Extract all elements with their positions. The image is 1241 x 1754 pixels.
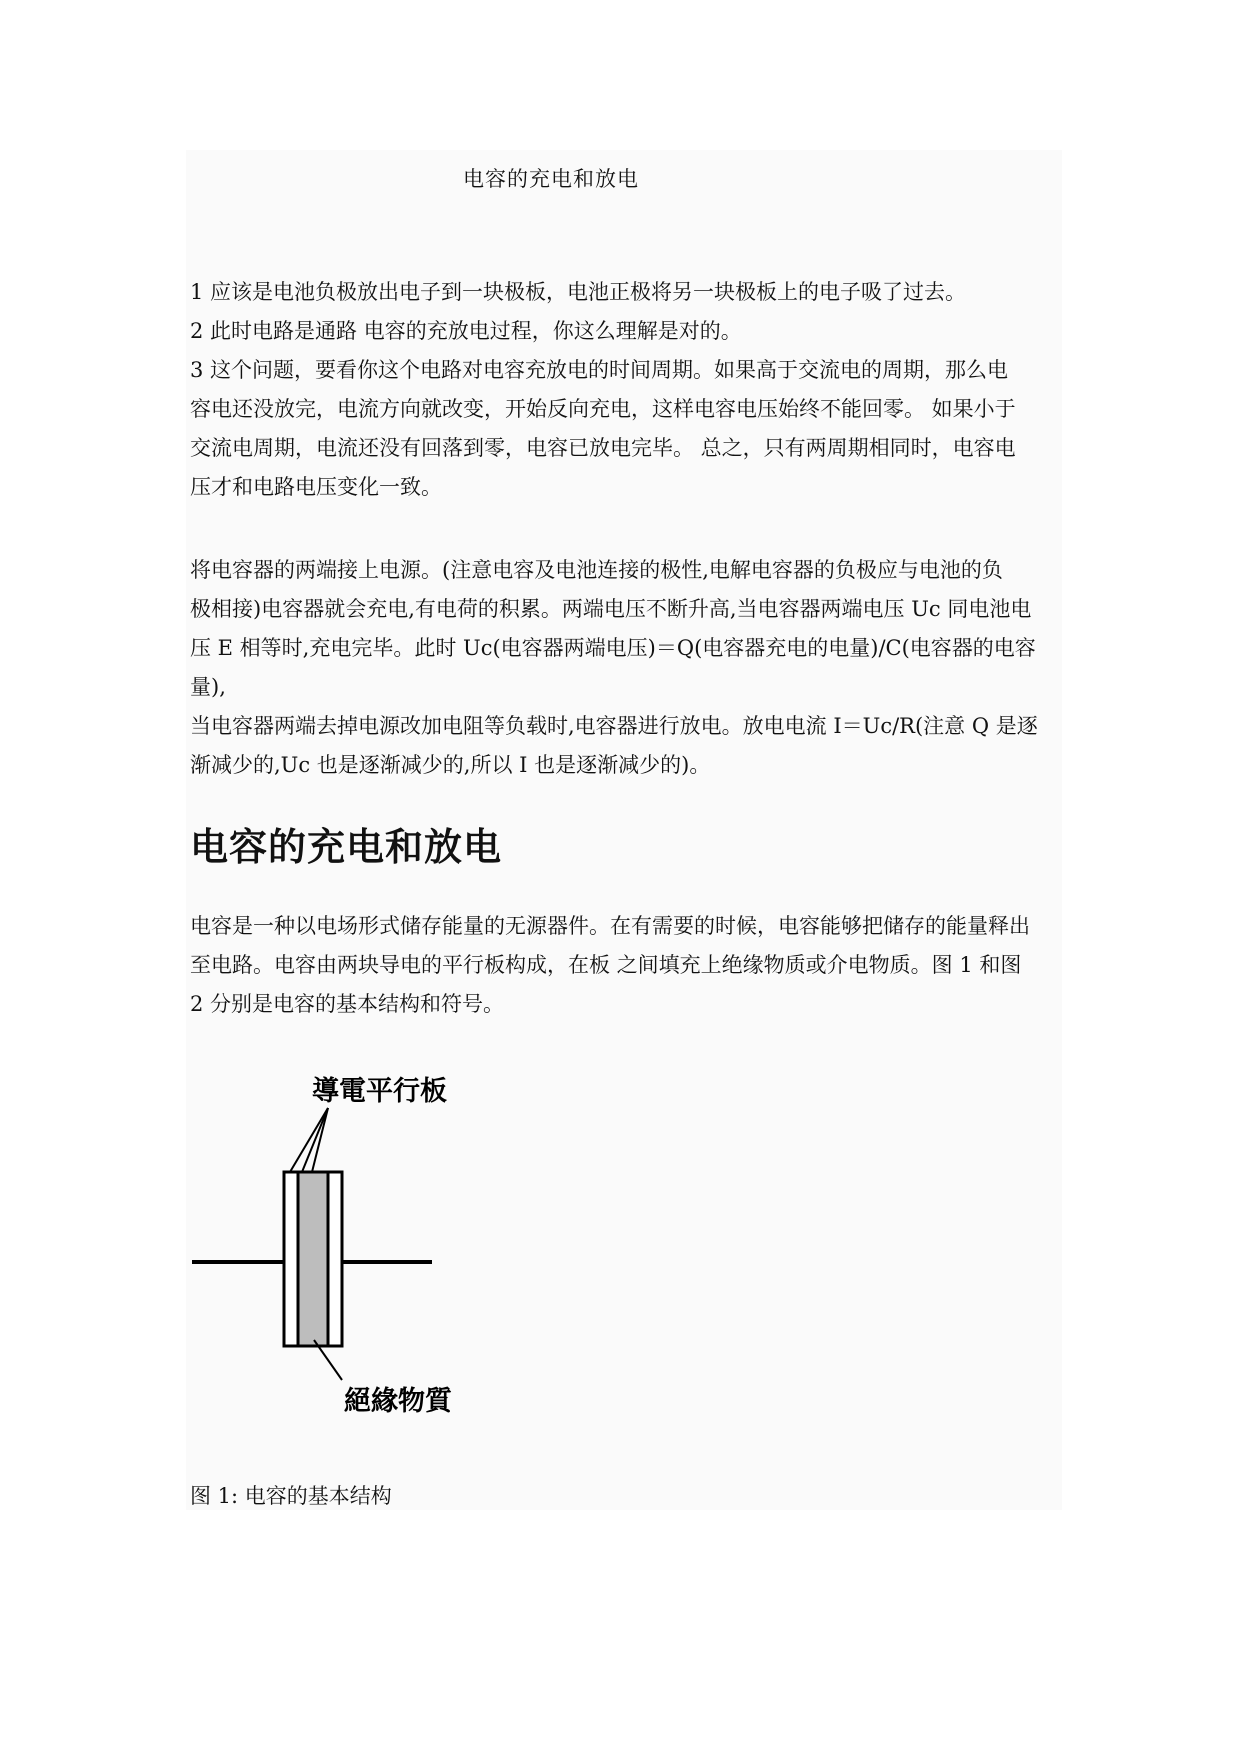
section-heading: 电容的充电和放电	[190, 825, 503, 869]
insulator-label: 絕緣物質	[344, 1386, 452, 1417]
intro-line: 至电路。电容由两块导电的平行板构成，在板 之间填充上绝缘物质或介电物质。图 1 和图	[190, 953, 1022, 977]
explanation-line: 将电容器的两端接上电源。(注意电容及电池连接的极性,电解电容器的负极应与电池的负	[190, 558, 1003, 582]
figure-caption: 图 1: 电容的基本结构	[190, 1484, 392, 1508]
intro-block	[190, 907, 1062, 1024]
answer-line: 容电还没放完，电流方向就改变，开始反向充电，这样电容电压始终不能回零。 如果小于	[190, 397, 1016, 421]
intro-line: 电容是一种以电场形式储存能量的无源器件。在有需要的时候，电容能够把储存的能量释出	[190, 914, 1030, 938]
conductive-plate-right	[328, 1172, 342, 1346]
answer-line: 1 应该是电池负极放出电子到一块极板，电池正极将另一块极板上的电子吸了过去。	[190, 280, 967, 304]
document-title: 电容的充电和放电	[463, 167, 639, 191]
explanation-line: 量),	[190, 675, 226, 699]
explanation-block	[190, 551, 1062, 785]
answer-line: 交流电周期，电流还没有回落到零，电容已放电完毕。 总之，只有两周期相同时，电容电	[190, 436, 1016, 460]
explanation-line: 压 E 相等时,充电完毕。此时 Uc(电容器两端电压)＝Q(电容器充电的电量)/C(电容器的电容	[190, 636, 1036, 660]
plates-label: 導電平行板	[312, 1076, 447, 1107]
dielectric-layer	[298, 1172, 328, 1346]
answer-line: 3 这个问题，要看你这个电路对电容充放电的时间周期。如果高于交流电的周期，那么电	[190, 358, 1009, 382]
intro-line: 2 分别是电容的基本结构和符号。	[190, 992, 505, 1016]
answer-line: 压才和电路电压变化一致。	[190, 475, 442, 499]
pointer-line-left	[290, 1108, 328, 1172]
conductive-plate-left	[284, 1172, 298, 1346]
explanation-line: 极相接)电容器就会充电,有电荷的积累。两端电压不断升高,当电容器两端电压 Uc 同电池电	[190, 597, 1032, 621]
explanation-line: 当电容器两端去掉电源改加电阻等负载时,电容器进行放电。放电电流 I＝Uc/R(注意 Q 是逐	[190, 714, 1038, 738]
capacitor-structure-figure	[186, 1060, 486, 1440]
answers-block	[190, 273, 1062, 507]
explanation-line: 渐减少的,Uc 也是逐渐减少的,所以 I 也是逐渐减少的)。	[190, 753, 711, 777]
answer-line: 2 此时电路是通路 电容的充放电过程，你这么理解是对的。	[190, 319, 742, 343]
